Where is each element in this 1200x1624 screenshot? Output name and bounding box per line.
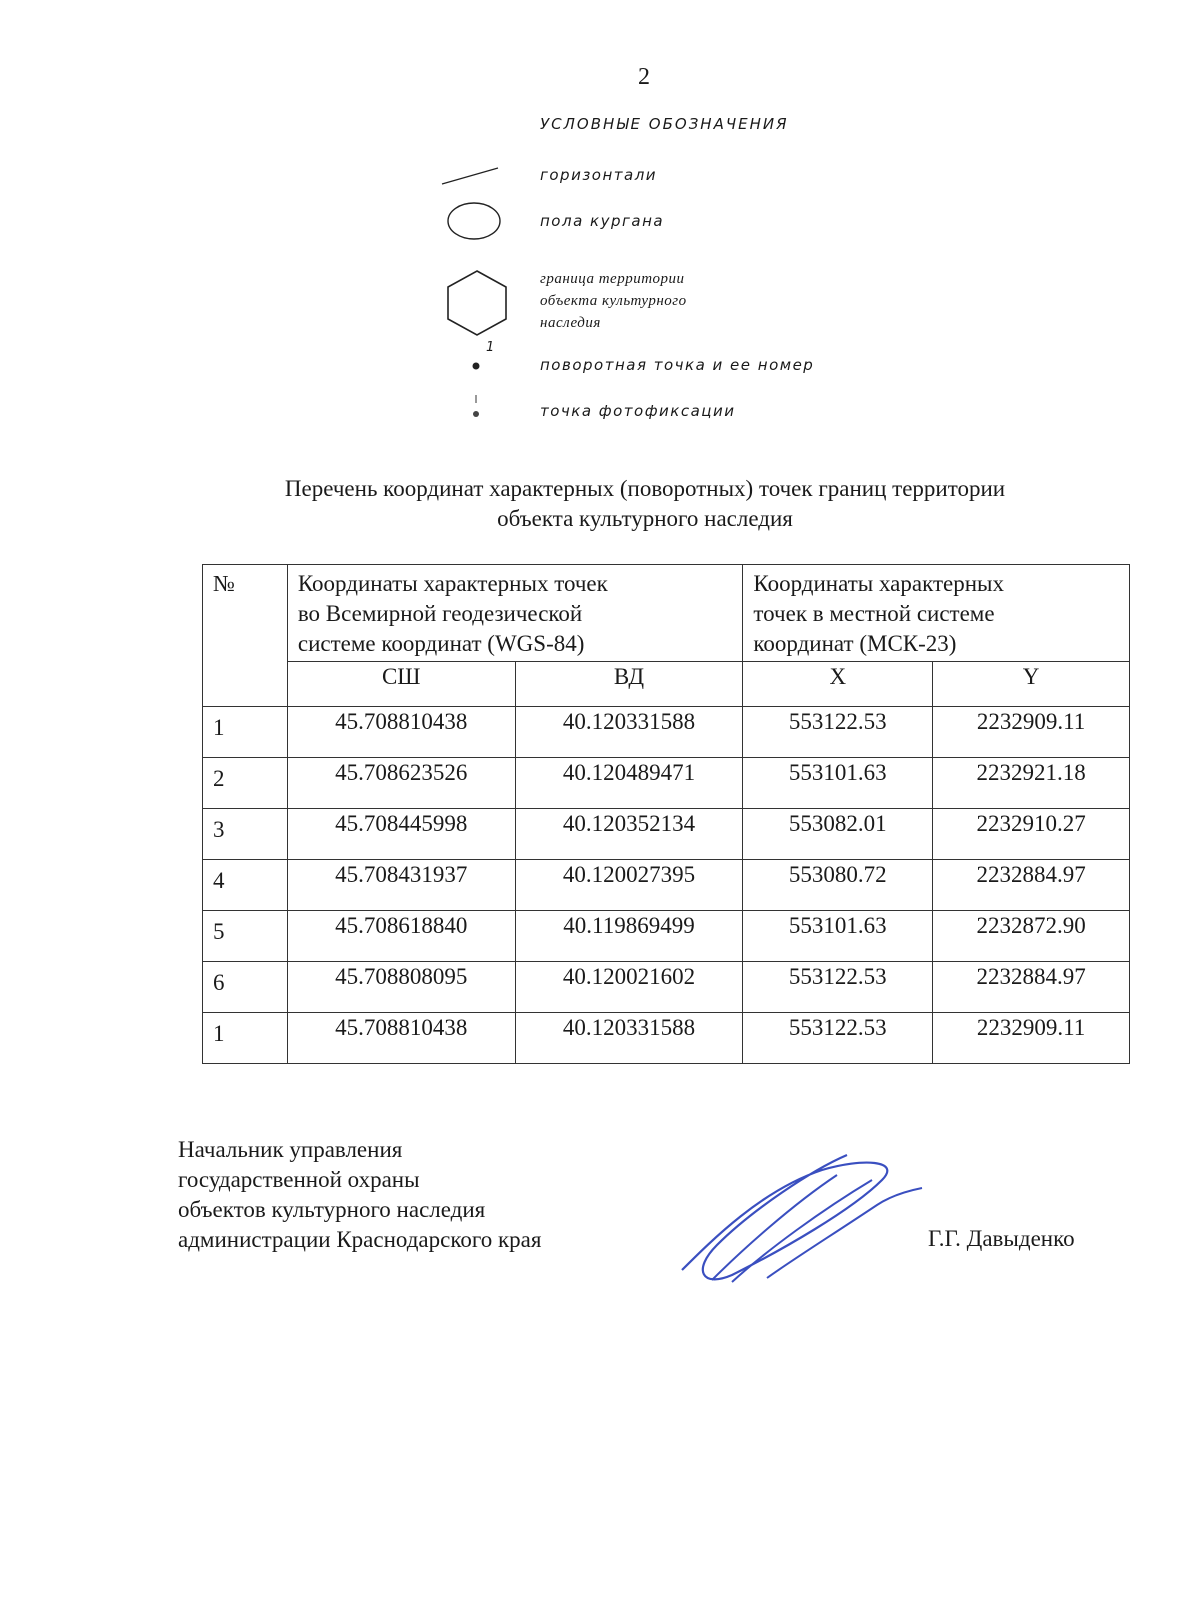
table-cell: 6 xyxy=(203,962,288,1013)
page-number: 2 xyxy=(638,64,650,90)
table-cell: 40.120331588 xyxy=(515,1013,743,1064)
table-cell: 40.120331588 xyxy=(515,707,743,758)
table-cell: 2232909.11 xyxy=(933,707,1130,758)
table-row xyxy=(203,809,1130,860)
table-cell: 4 xyxy=(203,860,288,911)
table-cell: 40.120352134 xyxy=(515,809,743,860)
table-cell: 45.708808095 xyxy=(287,962,515,1013)
table-cell: 45.708810438 xyxy=(287,707,515,758)
table-cell: 5 xyxy=(203,911,288,962)
signer-position: Начальник управления государственной охраны объектов культурного наследия администрации Краснодарского края xyxy=(178,1137,542,1252)
ellipse-icon xyxy=(444,198,504,244)
table-cell: 2232872.90 xyxy=(933,911,1130,962)
header-x: X xyxy=(743,662,933,707)
table-cell: 40.120027395 xyxy=(515,860,743,911)
table-cell: 45.708618840 xyxy=(287,911,515,962)
table-row xyxy=(203,911,1130,962)
table-cell: 553080.72 xyxy=(743,860,933,911)
list-title: Перечень координат характерных (поворотных) точек границ территории объекта культурного наследия xyxy=(284,476,1006,531)
table-row xyxy=(203,707,1130,758)
legend-item-contours: горизонтали xyxy=(540,166,658,184)
contour-line-icon xyxy=(440,164,500,188)
header-wgs84: Координаты характерных точек во Всемирной геодезической системе координат (WGS-84) xyxy=(287,565,743,662)
table-cell: 2232909.11 xyxy=(933,1013,1130,1064)
table-cell: 2232884.97 xyxy=(933,962,1130,1013)
handwritten-signature xyxy=(672,1150,932,1290)
header-latitude: СШ xyxy=(287,662,515,707)
legend-item-turning-point: поворотная точка и ее номер xyxy=(540,356,815,374)
table-cell: 2232921.18 xyxy=(933,758,1130,809)
header-msk23: Координаты характерных точек в местной системе координат (МСК-23) xyxy=(743,565,1130,662)
table-cell: 45.708623526 xyxy=(287,758,515,809)
table-row xyxy=(203,962,1130,1013)
header-longitude: ВД xyxy=(515,662,743,707)
legend-item-mound-floor: пола кургана xyxy=(540,212,665,230)
table-cell: 40.120489471 xyxy=(515,758,743,809)
table-cell: 553082.01 xyxy=(743,809,933,860)
table-cell: 1 xyxy=(203,1013,288,1064)
hexagon-icon xyxy=(444,268,510,338)
table-cell: 40.119869499 xyxy=(515,911,743,962)
table-cell: 45.708431937 xyxy=(287,860,515,911)
table-row xyxy=(203,860,1130,911)
header-number: № xyxy=(203,565,288,707)
table-cell: 40.120021602 xyxy=(515,962,743,1013)
table-cell: 553101.63 xyxy=(743,911,933,962)
header-y: Y xyxy=(933,662,1130,707)
photo-point-icon xyxy=(468,392,484,422)
table-cell: 553122.53 xyxy=(743,1013,933,1064)
table-cell: 2232910.27 xyxy=(933,809,1130,860)
table-cell: 553101.63 xyxy=(743,758,933,809)
turning-point-icon xyxy=(468,358,484,374)
table-cell: 3 xyxy=(203,809,288,860)
table-row xyxy=(203,1013,1130,1064)
table-cell: 553122.53 xyxy=(743,962,933,1013)
turning-point-number: 1 xyxy=(486,340,495,355)
table-cell: 2 xyxy=(203,758,288,809)
legend-item-territory-border: граница территории объекта культурного наследия xyxy=(540,271,687,331)
legend-item-photo-point: точка фотофиксации xyxy=(540,402,736,420)
table-cell: 45.708810438 xyxy=(287,1013,515,1064)
signer-name: Г.Г. Давыденко xyxy=(928,1226,1075,1251)
legend-title: УСЛОВНЫЕ ОБОЗНАЧЕНИЯ xyxy=(540,115,789,133)
coordinates-table xyxy=(202,564,1130,1064)
table-cell: 45.708445998 xyxy=(287,809,515,860)
table-row xyxy=(203,758,1130,809)
table-cell: 2232884.97 xyxy=(933,860,1130,911)
table-cell: 553122.53 xyxy=(743,707,933,758)
table-cell: 1 xyxy=(203,707,288,758)
